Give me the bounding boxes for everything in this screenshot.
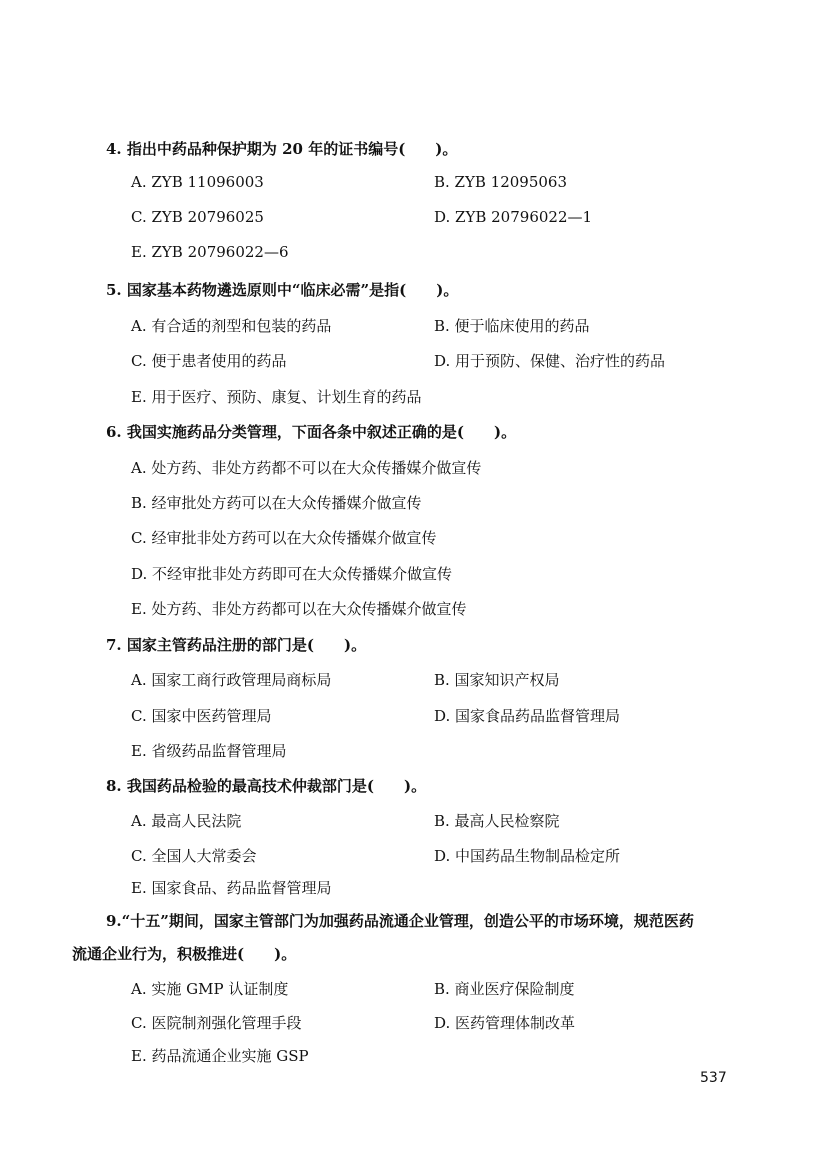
question-6-option-e: E. 处方药、非处方药都可以在大众传播媒介做宣传 — [131, 600, 467, 618]
question-9-stem-line1: 9.“十五”期间，国家主管部门为加强药品流通企业管理，创造公平的市场环境，规范医药 — [106, 912, 694, 930]
question-8-option-a: A. 最高人民法院 — [131, 812, 242, 830]
question-8-option-e: E. 国家食品、药品监督管理局 — [131, 879, 332, 897]
question-5-option-d: D. 用于预防、保健、治疗性的药品 — [434, 352, 666, 370]
question-4-stem: 4. 指出中药品种保护期为 20 年的证书编号( )。 — [106, 140, 458, 158]
question-4-option-e: E. ZYB 20796022—6 — [131, 243, 289, 261]
question-6-option-d: D. 不经审批非处方药即可在大众传播媒介做宣传 — [131, 565, 453, 583]
question-7-option-a: A. 国家工商行政管理局商标局 — [131, 671, 332, 689]
question-9-option-a: A. 实施 GMP 认证制度 — [131, 980, 289, 998]
question-9-option-c: C. 医院制剂强化管理手段 — [131, 1014, 302, 1032]
question-8-option-c: C. 全国人大常委会 — [131, 847, 257, 865]
question-4-option-c: C. ZYB 20796025 — [131, 208, 264, 226]
question-5-option-e: E. 用于医疗、预防、康复、计划生育的药品 — [131, 388, 422, 406]
question-8-option-b: B. 最高人民检察院 — [434, 812, 560, 830]
question-5-option-c: C. 便于患者使用的药品 — [131, 352, 287, 370]
question-5-option-b: B. 便于临床使用的药品 — [434, 317, 590, 335]
page-number: 537 — [700, 1070, 727, 1086]
question-6-option-a: A. 处方药、非处方药都不可以在大众传播媒介做宣传 — [131, 459, 482, 477]
question-9-stem-line2: 流通企业行为，积极推进( )。 — [72, 945, 297, 963]
question-5-stem: 5. 国家基本药物遴选原则中“临床必需”是指( )。 — [106, 281, 459, 299]
question-9-option-b: B. 商业医疗保险制度 — [434, 980, 575, 998]
question-9-option-d: D. 医药管理体制改革 — [434, 1014, 576, 1032]
question-8-option-d: D. 中国药品生物制品检定所 — [434, 847, 621, 865]
question-7-option-c: C. 国家中医药管理局 — [131, 707, 272, 725]
question-6-option-b: B. 经审批处方药可以在大众传播媒介做宣传 — [131, 494, 422, 512]
question-7-option-d: D. 国家食品药品监督管理局 — [434, 707, 621, 725]
question-8-stem: 8. 我国药品检验的最高技术仲裁部门是( )。 — [106, 777, 427, 795]
question-4-option-a: A. ZYB 11096003 — [131, 173, 264, 191]
question-5-option-a: A. 有合适的剂型和包装的药品 — [131, 317, 332, 335]
question-7-option-e: E. 省级药品监督管理局 — [131, 742, 287, 760]
question-4-option-b: B. ZYB 12095063 — [434, 173, 568, 191]
question-7-option-b: B. 国家知识产权局 — [434, 671, 560, 689]
question-9-option-e: E. 药品流通企业实施 GSP — [131, 1047, 309, 1065]
question-4-option-d: D. ZYB 20796022—1 — [434, 208, 593, 226]
question-6-option-c: C. 经审批非处方药可以在大众传播媒介做宣传 — [131, 529, 437, 547]
question-6-stem: 6. 我国实施药品分类管理，下面各条中叙述正确的是( )。 — [106, 423, 517, 441]
question-7-stem: 7. 国家主管药品注册的部门是( )。 — [106, 636, 367, 654]
